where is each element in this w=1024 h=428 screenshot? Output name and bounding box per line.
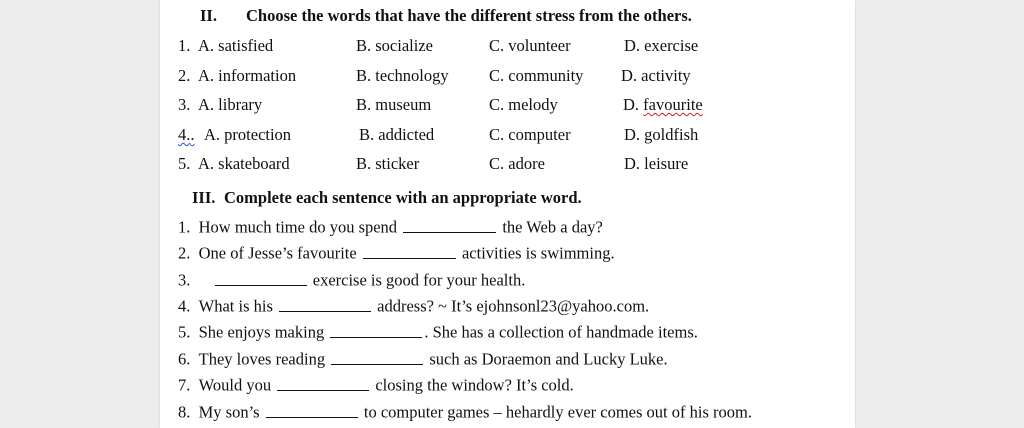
- answer-blank-1[interactable]: [403, 215, 496, 233]
- question-3-option-b: B. museum: [356, 95, 432, 114]
- grammar-mark-separator: .: [190, 125, 195, 144]
- question-3-option-a: A. library: [198, 95, 263, 114]
- sentence-6-after: such as Doraemon and Lucky Luke.: [429, 349, 668, 369]
- section-3-title: Complete each sentence with an appropriate word.: [224, 188, 582, 207]
- sentence-4-after: address? ~ It’s ejohnsonl23@yahoo.com.: [377, 296, 650, 316]
- sentence-8-before: My son’s: [198, 402, 260, 422]
- sentence-3-number: 3.: [178, 270, 191, 290]
- question-2-option-b: B. technology: [356, 66, 449, 85]
- question-3-number: 3.: [178, 95, 191, 114]
- sentence-6-before: They loves reading: [198, 349, 326, 369]
- sentence-2: [178, 241, 615, 264]
- spellcheck-word-favourite: favourite: [643, 95, 703, 114]
- answer-blank-8[interactable]: [266, 400, 358, 418]
- sentence-5-after: . She has a collection of handmade items.: [424, 322, 698, 342]
- question-3-option-d-prefix: D.: [623, 95, 644, 114]
- sentence-1-after: the Web a day?: [502, 217, 603, 237]
- question-4-option-c: C. computer: [489, 125, 571, 144]
- sentence-1: [178, 215, 603, 238]
- document-page: [160, 0, 855, 428]
- sentence-4-number: 4.: [178, 296, 191, 316]
- grammar-mark-number: 4.: [178, 125, 191, 144]
- question-5-number: 5.: [178, 154, 191, 173]
- sentence-8: [178, 400, 752, 423]
- answer-blank-7[interactable]: [277, 373, 369, 391]
- sentence-4: [178, 294, 649, 317]
- sentence-8-after: to computer games – hehardly ever comes out of his room.: [363, 402, 752, 422]
- sentence-1-number: 1.: [178, 217, 191, 237]
- question-4-number: [178, 125, 195, 145]
- sentence-2-after: activities is swimming.: [461, 243, 615, 263]
- sentence-5-before: She enjoys making: [198, 322, 325, 342]
- question-3-option-d: [623, 95, 703, 115]
- section-2-number: II.: [200, 6, 217, 25]
- sentence-7-number: 7.: [178, 375, 191, 395]
- sentence-6: [178, 347, 668, 370]
- question-4-option-d: D. goldfish: [624, 125, 699, 144]
- question-3-option-c: C. melody: [489, 95, 558, 114]
- question-1-option-b: B. socialize: [356, 36, 433, 55]
- sentence-7-before: Would you: [198, 375, 272, 395]
- sentence-2-before: One of Jesse’s favourite: [198, 243, 357, 263]
- question-5-option-b: B. sticker: [356, 154, 420, 173]
- sentence-4-before: What is his: [198, 296, 273, 316]
- question-1-number: 1.: [178, 36, 191, 55]
- question-2-option-c: C. community: [489, 66, 584, 85]
- sentence-8-number: 8.: [178, 402, 191, 422]
- answer-blank-5[interactable]: [330, 320, 422, 338]
- sentence-7-after: closing the window? It’s cold.: [375, 375, 574, 395]
- sentence-5-number: 5.: [178, 322, 191, 342]
- answer-blank-4[interactable]: [279, 294, 371, 312]
- question-4-option-a: A. protection: [204, 125, 292, 144]
- sentence-6-number: 6.: [178, 349, 191, 369]
- answer-blank-3[interactable]: [215, 268, 307, 286]
- question-1-option-d: D. exercise: [624, 36, 699, 55]
- sentence-7: [178, 373, 574, 396]
- question-4-option-b: B. addicted: [359, 125, 435, 144]
- question-5-option-a: A. skateboard: [198, 154, 290, 173]
- section-3-number: III.: [192, 188, 216, 207]
- sentence-3: [178, 268, 525, 291]
- answer-blank-2[interactable]: [363, 241, 456, 259]
- question-5-option-c: C. adore: [489, 154, 545, 173]
- question-1-option-a: A. satisfied: [198, 36, 274, 55]
- sentence-2-number: 2.: [178, 243, 191, 263]
- sentence-5: [178, 320, 698, 343]
- sentence-1-before: How much time do you spend: [198, 217, 398, 237]
- answer-blank-6[interactable]: [331, 347, 423, 365]
- question-2-number: 2.: [178, 66, 191, 85]
- question-5-option-d: D. leisure: [624, 154, 689, 173]
- question-1-option-c: C. volunteer: [489, 36, 571, 55]
- section-2-title: Choose the words that have the different stress from the others.: [246, 6, 692, 25]
- question-2-option-d: D. activity: [621, 66, 691, 85]
- sentence-3-after: exercise is good for your health.: [312, 270, 526, 290]
- question-2-option-a: A. information: [198, 66, 297, 85]
